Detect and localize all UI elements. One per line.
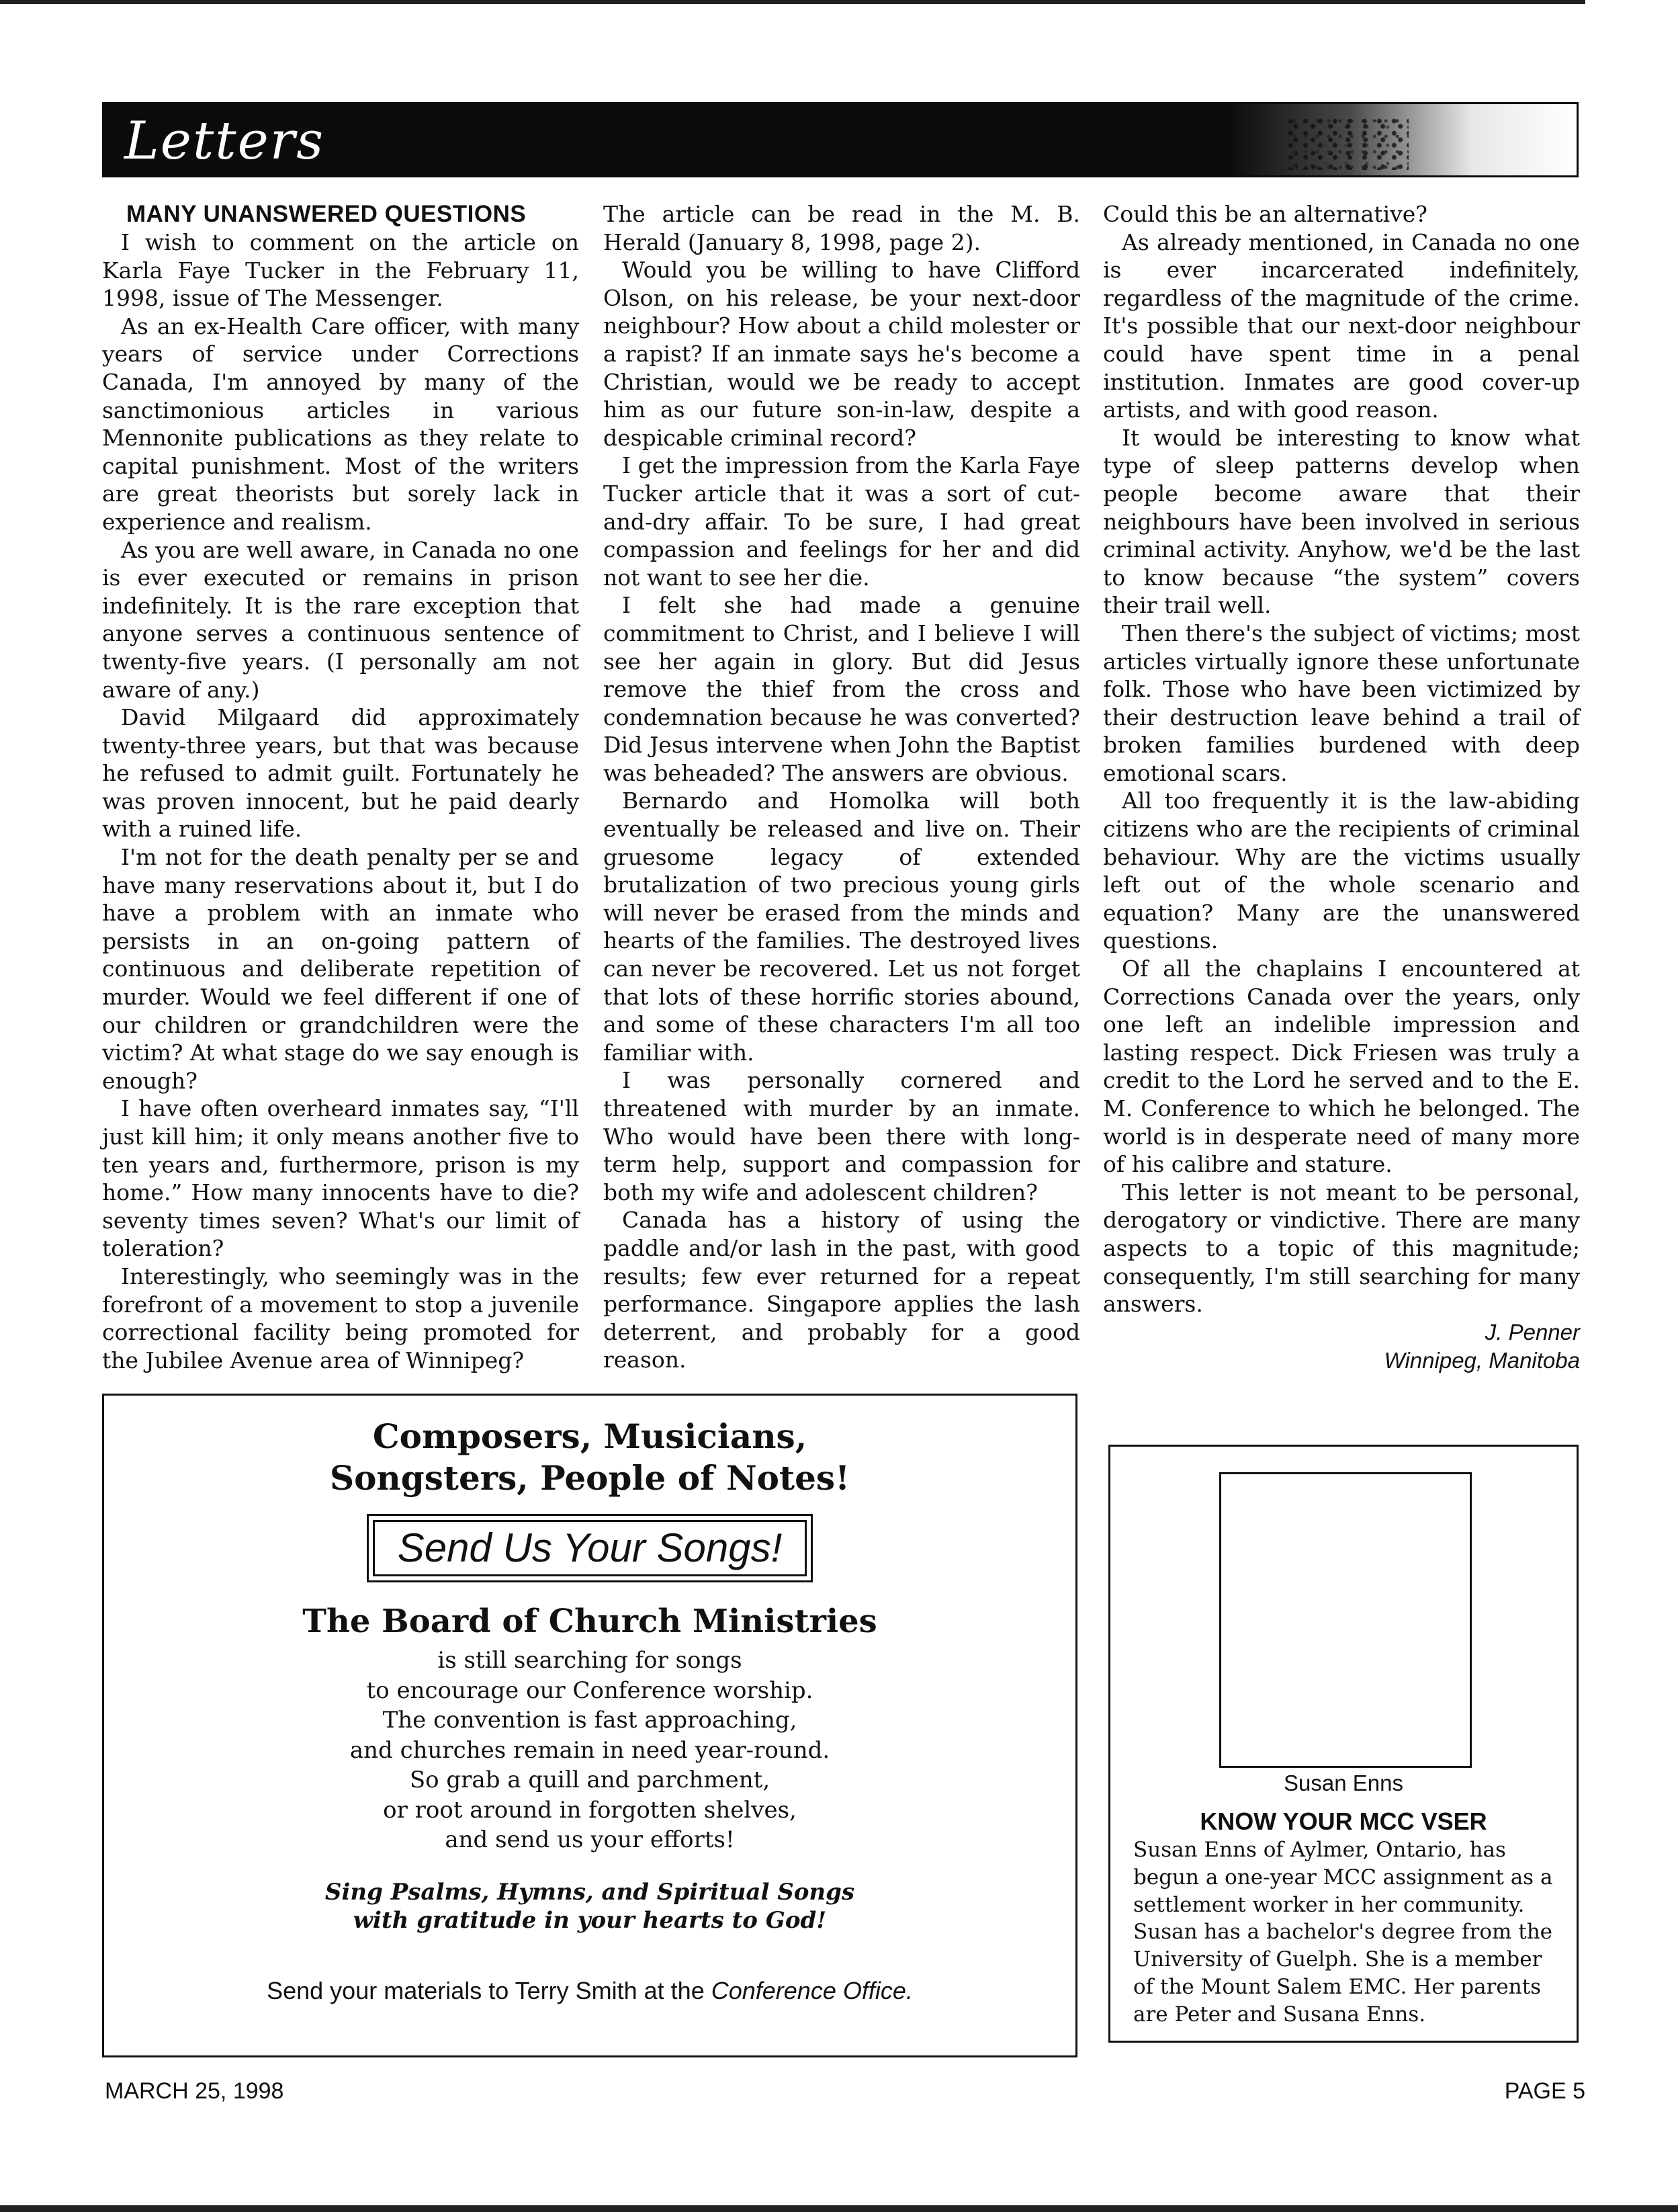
letter-paragraph: As an ex-Health Care officer, with many years of service under Corrections Canada, I'm annoyed by many of the sanctimonious articles in various Mennonite publications as they relate to capital punishment. Most of the writers are great theorists but sorely lack in experience and realism. bbox=[102, 312, 579, 535]
footer-page-number: PAGE 5 bbox=[1504, 2078, 1585, 2104]
ad-send-prefix: Send your materials to Terry Smith at the bbox=[267, 1976, 705, 2004]
mcc-heading: KNOW YOUR MCC VSER bbox=[1200, 1807, 1487, 1835]
banner-texture bbox=[1288, 116, 1409, 170]
photo-caption: Susan Enns bbox=[1284, 1771, 1403, 1795]
letter-paragraph: Could this be an alternative? bbox=[1103, 201, 1427, 227]
ad-line: and churches remain in need year-round. bbox=[349, 1736, 830, 1764]
ad-organization: The Board of Church Ministries bbox=[302, 1603, 877, 1640]
letter-headline: MANY UNANSWERED QUESTIONS bbox=[126, 201, 527, 227]
letter-paragraph: It would be interesting to know what type of sleep patterns develop when people become aware that their neighbours have been involved in serious criminal activity. Anyhow, we'd be the last to know because “the system” covers their trail well. bbox=[1103, 424, 1580, 619]
mcc-text: Susan Enns of Aylmer, Ontario, has begun a one-year MCC assignment as a settlement worker in her community. Susan has a bachelor's degree from the University of Guelph. She is a member of the Mount Salem EMC. Her parents are Peter and Susana Enns. bbox=[1133, 1838, 1553, 2027]
letter-column-3 bbox=[1103, 200, 1580, 1375]
ad-boxed-text: Send Us Your Songs! bbox=[373, 1520, 807, 1576]
ad-body bbox=[104, 1646, 1075, 1855]
letter-paragraph: I felt she had made a genuine commitment to Christ, and I believe I will see her again in glory. But did Jesus remove the thief from the cross and condemnation because he was converted? Did Jesus intervene when John the Baptist was beheaded? The answers are obvious. bbox=[603, 592, 1080, 786]
letter-column-1 bbox=[102, 200, 579, 1374]
ad-line: is still searching for songs bbox=[437, 1647, 742, 1674]
bottom-rule bbox=[0, 2205, 1678, 2212]
letter-paragraph: Would you be willing to have Clifford Olson, on his release, be your next-door neighbour? How about a child molester or a rapist? If an inmate says he's become a Christian, would we be ready to accept him as our future son-in-law, despite a despicable criminal record? bbox=[603, 257, 1080, 451]
letter-paragraph: This letter is not meant to be personal, derogatory or vindictive. There are many aspects to a topic of this magnitude; consequently, I'm still searching for many answers. bbox=[1103, 1179, 1580, 1318]
ad-line: The convention is fast approaching, bbox=[382, 1707, 797, 1734]
ad-verse-line-2: with gratitude in your hearts to God! bbox=[353, 1906, 827, 1934]
letter-paragraph: I have often overheard inmates say, “I'll just kill him; it only means another five to ten years and, furthermore, prison is my home.” How many innocents have to die? seventy times seven? What's our limit of toleration? bbox=[102, 1095, 579, 1262]
ad-line: So grab a quill and parchment, bbox=[409, 1767, 770, 1793]
ad-send-instructions bbox=[104, 1976, 1075, 2006]
letter-paragraph: I'm not for the death penalty per se and have many reservations about it, but I do have a problem with an inmate who persists in an on-going pattern of continuous and deliberate repetition of murder. Would we feel different if one of our children or grandchildren were the victim? At what stage do we say enough is enough? bbox=[102, 844, 579, 1094]
mcc-vser-box bbox=[1108, 1445, 1579, 2043]
ad-send-place: Conference Office. bbox=[711, 1976, 913, 2004]
ad-verse-line-1: Sing Psalms, Hymns, and Spiritual Songs bbox=[324, 1878, 855, 1906]
letter-paragraph: Canada has a history of using the paddle and/or lash in the past, with good results; few ever returned for a repeat performance. Singapore applies the lash deterrent, and probably for a good reason. bbox=[603, 1207, 1080, 1373]
songs-advertisement bbox=[102, 1394, 1077, 2057]
photo-placeholder bbox=[1219, 1472, 1472, 1768]
letter-paragraph: All too frequently it is the law-abiding citizens who are the recipients of criminal behaviour. Why are the victims usually left out of the whole scenario and equation? Many are the unanswered questions. bbox=[1103, 788, 1580, 954]
letter-author: J. Penner bbox=[1485, 1319, 1580, 1345]
letter-paragraph: As you are well aware, in Canada no one is ever executed or remains in prison indefinitely. It is the rare exception that anyone serves a continuous sentence of twenty-five years. (I personally am not aware of any.) bbox=[102, 536, 579, 703]
ad-headline-2: Songsters, People of Notes! bbox=[329, 1458, 850, 1498]
letter-paragraph: I wish to comment on the article on Karla Faye Tucker in the February 11, 1998, issue of The Messenger. bbox=[102, 229, 579, 312]
letter-column-2 bbox=[603, 200, 1080, 1374]
section-title: Letters bbox=[124, 111, 325, 171]
letter-paragraph: As already mentioned, in Canada no one is ever incarcerated indefinitely, regardless of the magnitude of the crime. It's possible that our next-door neighbour could have spent time in a penal institution. Inmates are good cover-up artists, and with good reason. bbox=[1103, 228, 1580, 423]
ad-headline-1: Composers, Musicians, bbox=[372, 1416, 807, 1456]
ad-boxed-callout bbox=[367, 1514, 813, 1582]
letter-paragraph: The article can be read in the M. B. Herald (January 8, 1998, page 2). bbox=[603, 201, 1080, 255]
footer-date: MARCH 25, 1998 bbox=[105, 2078, 284, 2104]
ad-verse bbox=[104, 1878, 1075, 1934]
ad-line: and send us your efforts! bbox=[445, 1826, 735, 1853]
letter-paragraph: David Milgaard did approximately twenty-three years, but that was because he refused to admit guilt. Fortunately he was proven innocent, but he paid dearly with a ruined life. bbox=[102, 704, 579, 843]
ad-line: to encourage our Conference worship. bbox=[366, 1676, 813, 1704]
top-rule bbox=[0, 0, 1585, 4]
letter-paragraph: Interestingly, who seemingly was in the forefront of a movement to stop a juvenile correctional facility being promoted for the Jubilee Avenue area of Winnipeg? bbox=[102, 1263, 579, 1373]
letter-paragraph: Then there's the subject of victims; most articles virtually ignore these unfortunate folk. Those who have been victimized by their destruction leave behind a trail of broken families burdened with deep emotional scars. bbox=[1103, 620, 1580, 786]
letter-paragraph: I get the impression from the Karla Faye Tucker article that it was a sort of cut-and-dry affair. To be sure, I had great compassion and feelings for her and did not want to see her die. bbox=[603, 452, 1080, 591]
letter-paragraph: Of all the chaplains I encountered at Corrections Canada over the years, only one left an indelible impression and lasting respect. Dick Friesen was truly a credit to the Lord he served and to the E. M. Conference to which he belonged. The world is in desperate need of many more of his calibre and stature. bbox=[1103, 955, 1580, 1178]
letter-paragraph: I was personally cornered and threatened with murder by an inmate. Who would have been there with long-term help, support and compassion for both my wife and adolescent children? bbox=[603, 1067, 1080, 1205]
section-banner bbox=[102, 102, 1579, 177]
ad-line: or root around in forgotten shelves, bbox=[383, 1796, 797, 1824]
letter-paragraph: Bernardo and Homolka will both eventually be released and live on. Their gruesome legacy of extended brutalization of two precious young girls will never be erased from the minds and hearts of the families. The destroyed lives can never be recovered. Let us not forget that lots of these horrific stories abound, and some of these characters I'm all too familiar with. bbox=[603, 788, 1080, 1066]
letter-location: Winnipeg, Manitoba bbox=[1384, 1347, 1580, 1373]
